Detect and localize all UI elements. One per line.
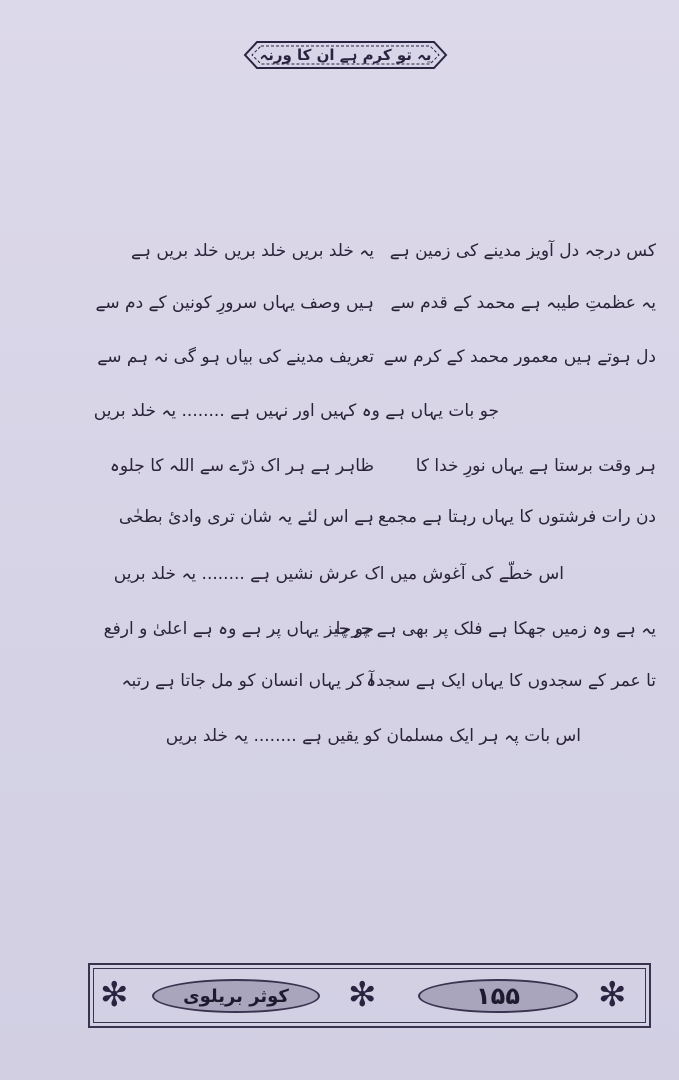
flower-ornament-icon: ✻ bbox=[100, 975, 129, 1015]
verse-line-2-left: ہیں وصف یہاں سرورِ کونین کے دم سے bbox=[95, 293, 374, 313]
verse-line-4-right: ہر وقت برستا ہے یہاں نورِ خدا کا bbox=[415, 456, 656, 476]
page-number: ۱۵۵ bbox=[476, 982, 520, 1010]
verse-line-1-right: کس درجہ دل آویز مدینے کی زمین ہے bbox=[389, 241, 656, 261]
verse-line-4-left: ظاہر ہے ہر اک ذرّے سے اللہ کا جلوہ bbox=[109, 456, 374, 476]
refrain-1: جو بات یہاں ہے وہ کہیں اور نہیں ہے ........ یہ خلد بریں bbox=[93, 401, 499, 421]
verse-line-2-right: یہ عظمتِ طیبہ ہے محمد کے قدم سے bbox=[390, 293, 656, 313]
verse-line-7-left: آ کر یہاں انسان کو مل جاتا ہے رتبہ bbox=[121, 671, 374, 691]
verse-line-5-right: دن رات فرشتوں کا یہاں رہتا ہے مجمع bbox=[378, 507, 656, 527]
title-cartouche bbox=[243, 40, 448, 70]
verse-line-6-left: جو چیز یہاں پر ہے وہ ہے اعلیٰ و ارفع bbox=[103, 619, 374, 639]
page-title: یہ تو کرم ہے ان کا ورنہ bbox=[259, 46, 432, 64]
verse-line-6-right: یہ ہے وہ زمیں جھکا ہے فلک پر بھی ہے چرچا bbox=[335, 619, 656, 639]
verse-line-5-left: ہے اس لئے یہ شان تری وادئ بطحٰی bbox=[118, 507, 374, 527]
poet-name-cartouche bbox=[152, 979, 320, 1013]
poet-name: کوثر بریلوی bbox=[183, 985, 289, 1007]
flower-ornament-icon: ✻ bbox=[348, 975, 377, 1015]
verse-line-3-left: تعریف مدینے کی بیاں ہو گی نہ ہم سے bbox=[97, 347, 374, 367]
refrain-3: اس بات پہ ہر ایک مسلمان کو یقیں ہے ........ یہ خلد بریں bbox=[165, 726, 581, 746]
page-number-cartouche bbox=[418, 979, 578, 1013]
verse-line-7-right: تا عمر کے سجدوں کا یہاں ایک ہے سجدہ bbox=[366, 671, 656, 691]
verse-line-1-left: یہ خلد بریں خلد بریں خلد بریں ہے bbox=[131, 241, 374, 261]
refrain-2: اس خطّے کی آغوش میں اک عرش نشیں ہے ........ یہ خلد بریں bbox=[113, 564, 564, 584]
flower-ornament-icon: ✻ bbox=[598, 975, 627, 1015]
verse-line-3-right: دل ہوتے ہیں معمور محمد کے کرم سے bbox=[383, 347, 656, 367]
